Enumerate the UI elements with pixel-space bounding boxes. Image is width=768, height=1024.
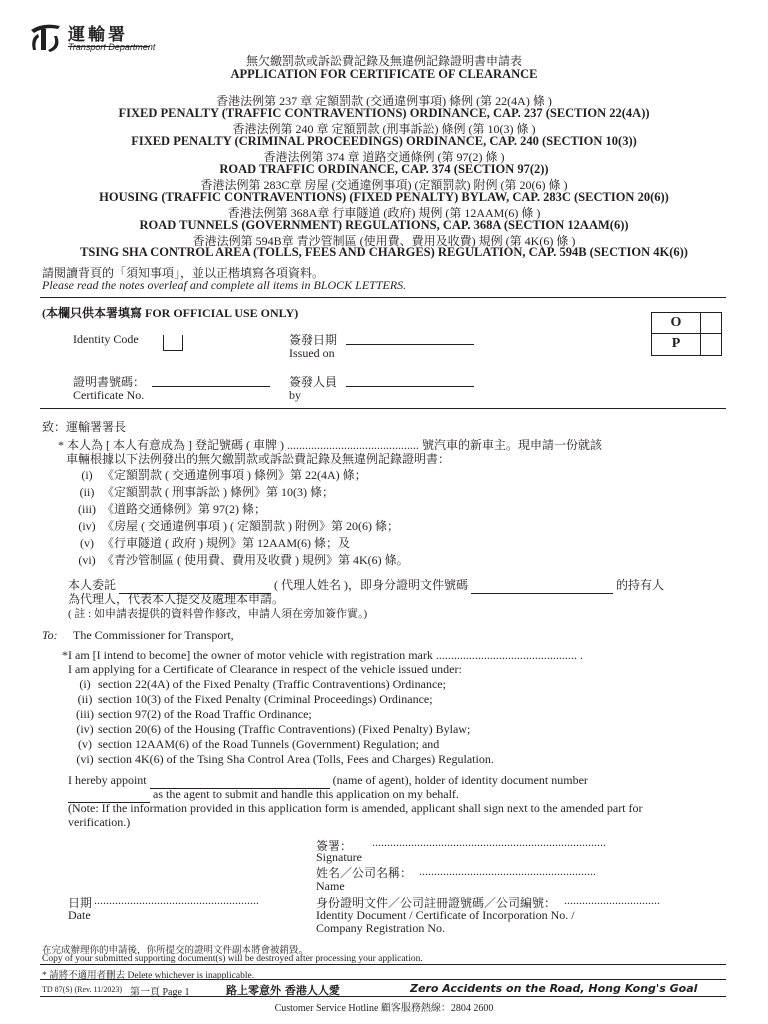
issued-by-label-zh: 簽發人員 — [289, 375, 338, 389]
en-application-line-2: I am applying for a Certificate of Clearance in respect of the vehicle issued under: — [68, 662, 462, 676]
zh-addressee: 致：運輸署署長 — [42, 420, 127, 434]
ordinance-en: TSING SHA CONTROL AREA (TOLLS, FEES AND CHARGES) REGULATION, CAP. 594B (SECTION 4K(6)) — [80, 245, 688, 259]
ordinance-en: FIXED PENALTY (TRAFFIC CONTRAVENTIONS) ORDINANCE, CAP. 237 (SECTION 22(4A)) — [118, 106, 650, 120]
issued-on-field[interactable] — [346, 344, 474, 345]
zh-agent-id-field[interactable] — [471, 578, 613, 594]
op-box-p-label: P — [671, 336, 681, 351]
logo-chinese-name: 運輸署 — [68, 25, 128, 45]
official-op-box — [651, 312, 722, 356]
footer-bottom-rule — [40, 996, 726, 997]
identity-code-label: Identity Code — [73, 332, 139, 346]
delete-inapplicable-note: * 請將不適用者刪去 Delete whichever is inapplicable. — [42, 971, 255, 981]
date-field[interactable]: ....................................................... — [94, 893, 259, 907]
ordinance-zh: 香港法例第 237 章 定額罰款 (交通違例事項) 條例 (第 22(4A) 條 ) — [216, 94, 552, 108]
ordinance-en: FIXED PENALTY (CRIMINAL PROCEEDINGS) ORDINANCE, CAP. 240 (SECTION 10(3)) — [131, 134, 637, 148]
ordinance-zh: 香港法例第 368A章 行車隧道 (政府) 規例 (第 12AAM(6) 條 ) — [227, 206, 541, 220]
list-item: (i) 《定額罰款 ( 交通違例事項 ) 條例》第 22(4A) 條； — [81, 468, 367, 482]
certificate-no-field[interactable] — [152, 386, 270, 387]
destroy-note-zh: 在完成辦理你的申請後，你所提交的證明文件副本將會被銷毀。 — [42, 946, 309, 956]
ordinance-zh: 香港法例第 594B章 青沙管制區 (使用費、費用及收費) 規例 (第 4K(6) 條 ) — [192, 234, 576, 248]
slogan-zh: 路上零意外 香港人人愛 — [226, 984, 340, 997]
list-item: (v) section 12AAM(6) of the Road Tunnels (Government) Regulation; and — [78, 737, 440, 751]
transport-department-emblem-icon — [28, 20, 62, 52]
list-item: (iv) section 20(6) of the Housing (Traffic Contraventions) (Fixed Penalty) Bylaw; — [76, 722, 471, 736]
official-use-header: (本欄只供本署填寫 FOR OFFICIAL USE ONLY) — [42, 306, 299, 320]
form-title-zh: 無欠繳罰款或訴訟費記錄及無違例記錄證明書申請表 — [245, 54, 522, 68]
zh-appoint-line: 本人委託 ( 代理人姓名 )，即身分證明文件號碼 的持有人 — [68, 578, 665, 592]
name-label-en: Name — [316, 879, 345, 893]
issued-by-label-en: by — [289, 388, 301, 402]
en-addressee: The Commissioner for Transport, — [73, 628, 234, 642]
en-application-line-1: *I am [I intend to become] the owner of motor vehicle with registration mark ............................................... . — [62, 648, 583, 662]
slogan-en: Zero Accidents on the Road, Hong Kong's Goal — [410, 982, 698, 995]
zh-ordinance-list — [72, 466, 692, 568]
page-number: 第一頁 Page 1 — [130, 987, 190, 998]
official-section-bottom-rule — [40, 408, 726, 409]
form-title-en: APPLICATION FOR CERTIFICATE OF CLEARANCE — [230, 67, 538, 81]
notes-zh: 請閱讀背頁的「須知事項」，並以正楷填寫各項資料。 — [42, 266, 325, 280]
list-item: (ii) 《定額罰款 ( 刑事訴訟 ) 條例》第 10(3) 條； — [79, 485, 334, 499]
logo-english-name: Transport Department — [68, 42, 156, 52]
en-appoint-line-2: as the agent to submit and handle this application on my behalf. — [68, 787, 459, 803]
list-item: (i) section 22(4A) of the Fixed Penalty (Traffic Contraventions) Ordinance; — [79, 677, 446, 691]
list-item: (v) 《行車隧道 ( 政府 ) 規例》第 12AAM(6) 條；及 — [80, 536, 350, 550]
ordinance-en: ROAD TUNNELS (GOVERNMENT) REGULATIONS, CAP. 368A (SECTION 12AAM(6)) — [139, 218, 629, 232]
ordinance-en: HOUSING (TRAFFIC CONTRAVENTIONS) (FIXED PENALTY) BYLAW, CAP. 283C (SECTION 20(6)) — [99, 190, 669, 204]
en-amend-note: (Note: If the information provided in this application form is amended, applicant shall sign next to the amended part for verification.) — [68, 801, 643, 829]
notes-en: Please read the notes overleaf and complete all items in BLOCK LETTERS. — [42, 278, 407, 292]
footer-top-rule — [40, 964, 726, 965]
zh-appoint-line-2: 為代理人，代表本人提交及處理本申請。 — [68, 592, 285, 606]
date-label-en: Date — [68, 908, 91, 922]
issued-on-label-en: Issued on — [289, 346, 335, 360]
official-section-top-rule — [40, 297, 726, 298]
en-to-label: To: — [42, 628, 58, 642]
en-ordinance-list — [72, 677, 692, 767]
identity-code-box[interactable] — [163, 335, 183, 351]
ordinance-zh: 香港法例第 283C章 房屋 (交通違例事項) (定額罰款) 附例 (第 20(6) 條 ) — [200, 178, 568, 192]
date-label-zh: 日期 — [68, 896, 93, 910]
op-box-o-label: O — [670, 315, 682, 330]
issued-on-label-zh: 簽發日期 — [289, 333, 338, 347]
signature-label-en: Signature — [316, 850, 362, 864]
ordinance-zh: 香港法例第 240 章 定額罰款 (刑事訴訟) 條例 (第 10(3) 條 ) — [232, 122, 536, 136]
signature-field[interactable]: .............................................................................. — [372, 835, 606, 849]
footer-mid-rule — [40, 979, 726, 980]
list-item: (iii) 《道路交通條例》第 97(2) 條； — [78, 502, 266, 516]
list-item: (vi) section 4K(6) of the Tsing Sha Control Area (Tolls, Fees and Charges) Regulation. — [76, 752, 494, 766]
certificate-no-label-en: Certificate No. — [73, 388, 145, 402]
list-item: (iii) section 97(2) of the Road Traffic Ordinance; — [76, 707, 312, 721]
signature-label-zh: 簽署： — [316, 839, 353, 853]
logo-underline — [68, 46, 150, 47]
zh-amend-note: ( 註 : 如申請表提供的資料曾作修改，申請人須在旁加簽作實。) — [68, 608, 368, 620]
en-appoint-line: I hereby appoint (name of agent), holder of identity document number — [68, 773, 588, 787]
zh-application-line-2: 車輛根據以下法例發出的無欠繳罰款或訴訟費記錄及無違例記錄證明書： — [66, 452, 451, 466]
ordinance-zh: 香港法例第 374 章 道路交通條例 (第 97(2) 條 ) — [263, 150, 505, 164]
issued-by-field[interactable] — [346, 386, 474, 387]
name-label-zh: 姓名／公司名稱： — [316, 866, 413, 880]
destroy-note-en: Copy of your submitted supporting document(s) will be destroyed after processing your application. — [42, 954, 423, 964]
id-label-zh: 身份證明文件／公司註冊證號碼／公司編號： — [316, 896, 557, 910]
name-field[interactable]: ........................................................... — [419, 864, 596, 878]
form-number: TD 87(S) (Rev. 11/2023) — [42, 985, 123, 994]
ordinance-en: ROAD TRAFFIC ORDINANCE, CAP. 374 (SECTION 97(2)) — [219, 162, 549, 176]
id-field[interactable]: ................................ — [564, 893, 660, 907]
id-label-en-1: Identity Document / Certificate of Incorporation No. / — [316, 908, 575, 922]
list-item: (ii) section 10(3) of the Fixed Penalty (Criminal Proceedings) Ordinance; — [77, 692, 433, 706]
certificate-no-label-zh: 證明書號碼： — [73, 375, 146, 389]
id-label-en-2: Company Registration No. — [316, 921, 445, 935]
list-item: (vi) 《青沙管制區 ( 使用費、費用及收費 ) 規例》第 4K(6) 條。 — [78, 553, 409, 567]
customer-service-hotline: Customer Service Hotline 顧客服務熱線：2804 2600 — [274, 1003, 494, 1014]
list-item: (iv) 《房屋 ( 交通違例事項 ) ( 定額罰款 ) 附例》第 20(6) 條； — [78, 519, 399, 533]
zh-application-line-1: * 本人為 [ 本人有意成為 ] 登記號碼 ( 車牌 ) ............................................ 號汽車的新車主。現申請一份就該 — [58, 438, 602, 452]
